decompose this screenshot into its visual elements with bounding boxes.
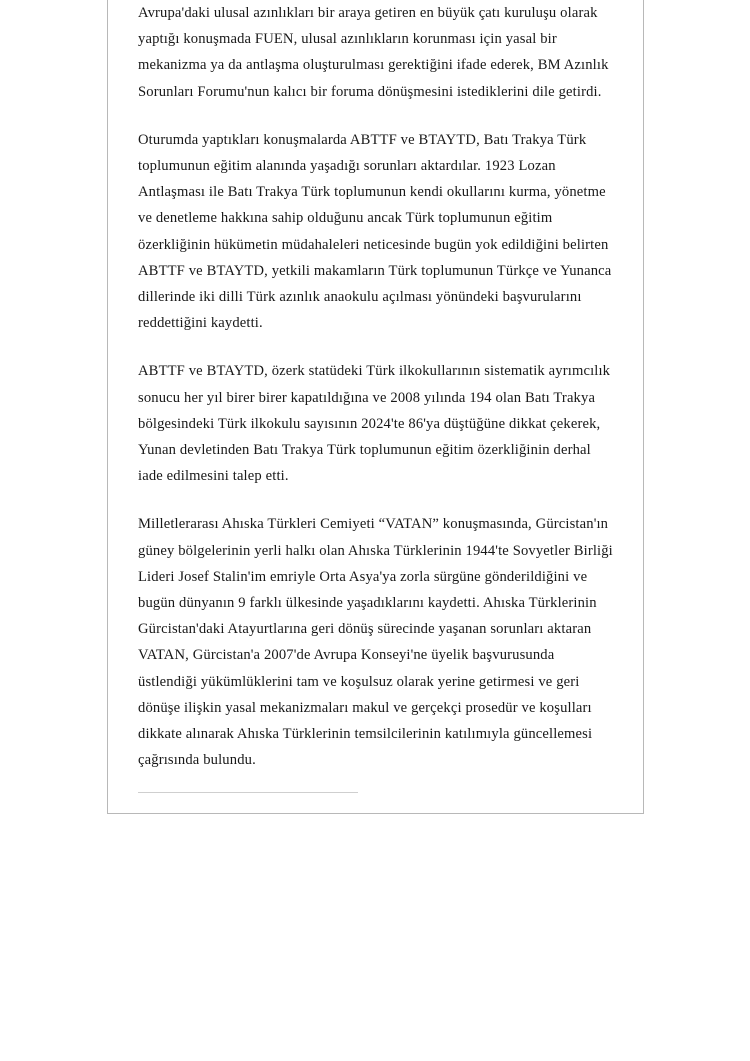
document-page — [107, 0, 644, 814]
paragraph-3: ABTTF ve BTAYTD, özerk statüdeki Türk ilkokullarının sistematik ayrımcılık sonucu her yıl birer birer kapatıldığına ve 2008 yılında 194 olan Batı Trakya bölgesindeki Türk ilkokulu sayısının 2024'te 86'ya düştüğüne dikkat çekerek, Yunan devletinden Batı Trakya Türk toplumunun eğitim özerkliğinin derhal iade edilmesini talep etti. — [138, 363, 611, 485]
paragraph-2: Oturumda yaptıkları konuşmalarda ABTTF ve BTAYTD, Batı Trakya Türk toplumunun eğitim alanında yaşadığı sorunları aktardılar. 1923 Lozan Antlaşması ile Batı Trakya Türk toplumunun kendi okullarını kurma, yönetme ve denetleme hakkına sahip olduğunu ancak Türk toplumunun eğitim özerkliğinin hükümetin müdahaleleri neticesinde bugün yok edildiğini belirten ABTTF ve BTAYTD, yetkili makamların Türk toplumunun Türkçe ve Yunanca dillerinde iki dilli Türk azınlık anaokulu açılması yönündeki başvurularını reddettiğini kaydetti. — [138, 131, 612, 332]
footer-divider — [138, 792, 358, 793]
document-body — [138, 0, 616, 795]
paragraph-1: Avrupa'daki ulusal azınlıkları bir araya getiren en büyük çatı kuruluşu olarak yaptığı konuşmada FUEN, ulusal azınlıkların korunması için yasal bir mekanizma ya da antlaşma oluşturulması gerektiğini ifade ederek, BM Azınlık Sorunları Forumu'nun kalıcı bir foruma dönüşmesini istediklerini dile getirdi. — [138, 5, 609, 100]
paragraph-4: Milletlerarası Ahıska Türkleri Cemiyeti “VATAN” konuşmasında, Gürcistan'ın güney bölgelerinin yerli halkı olan Ahıska Türklerinin 1944'te Sovyetler Birliği Lideri Josef Stalin'im emriyle Orta Asya'ya zorla sürgüne gönderildiğini ve bugün dünyanın 9 farklı ülkesinde yaşadıklarını kaydetti. Ahıska Türklerinin Gürcistan'daki Atayurtlarına geri dönüş sürecinde yaşanan sorunları aktaran VATAN, Gürcistan'a 2007'de Avrupa Konseyi'ne üyelik başvurusunda üstlendiği yükümlüklerini tam ve koşulsuz olarak yerine getirmesi ve geri dönüşe ilişkin yasal mekanizmaları makul ve gerçekçi prosedür ve koşulları dikkate alınarak Ahıska Türklerinin temsilcilerinin katılımıyla güncellemesi çağrısında bulundu. — [138, 516, 613, 769]
